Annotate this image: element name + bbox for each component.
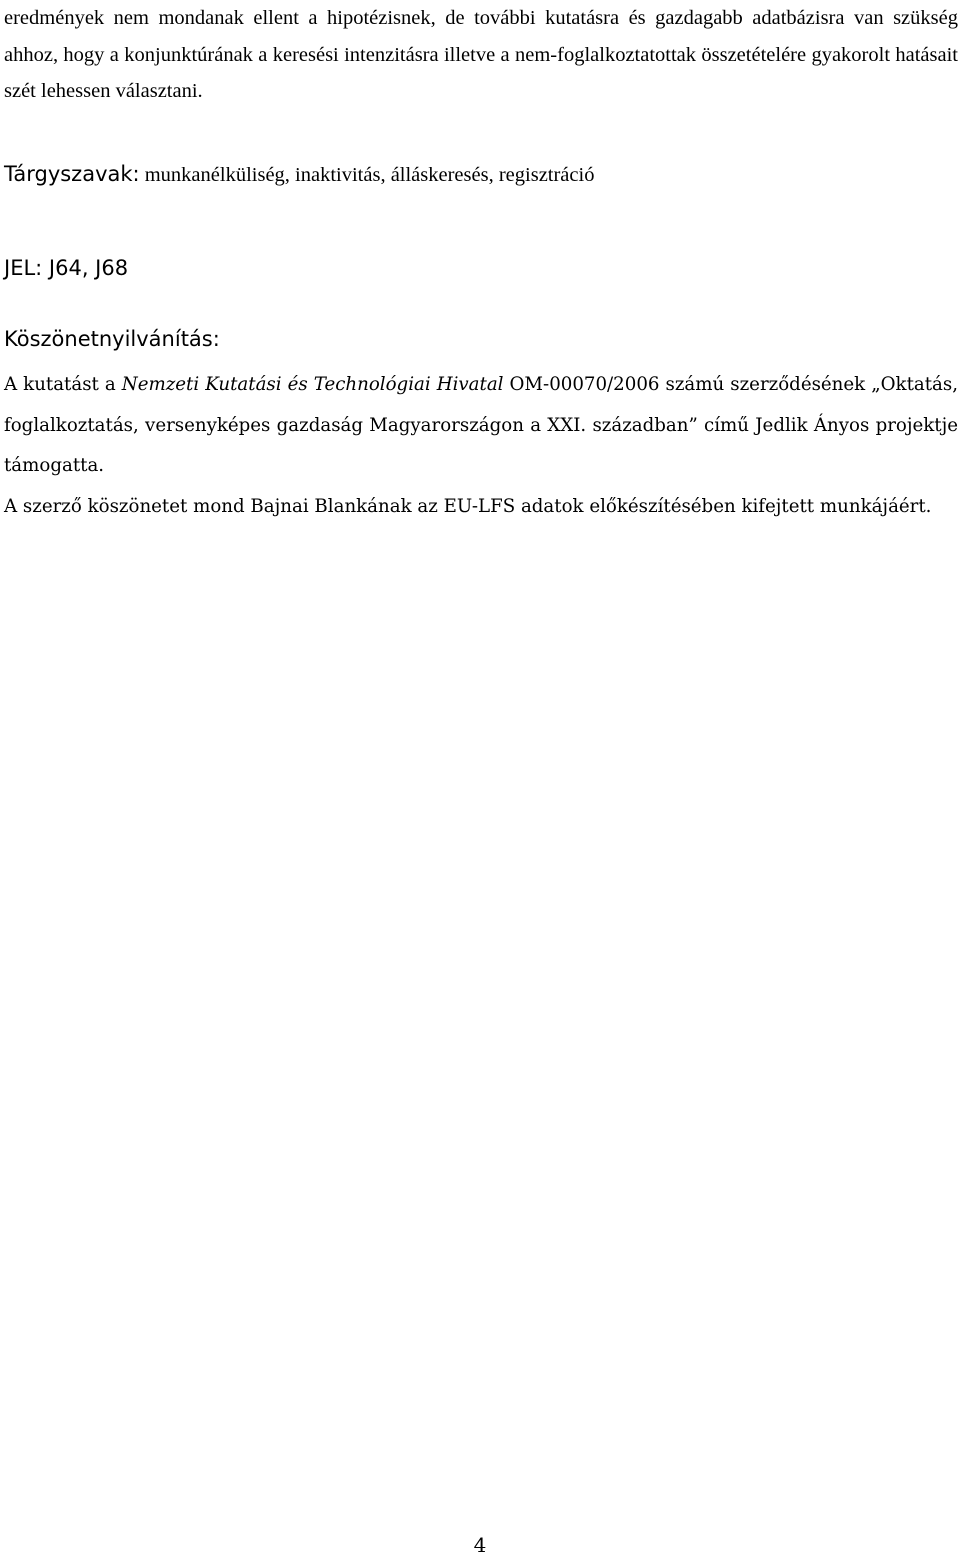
keywords-value: munkanélküliség, inaktivitás, álláskeresés, regisztráció [144,164,595,186]
keywords-line [4,156,958,193]
page-number: 4 [473,1533,487,1557]
acknowledgement-paragraph-funding [4,365,958,487]
acknowledgement-paragraph-thanks: A szerző köszönetet mond Bajnai Blankának az EU-LFS adatok előkészítésében kifejtett munkájáért. [4,495,932,517]
acknowledgement-heading: Köszönetnyilvánítás: [4,327,220,351]
jel-codes: JEL: J64, J68 [4,256,129,280]
funding-agency-name: Nemzeti Kutatási és Technológiai Hivatal [121,374,504,395]
funding-text-end: OM-00070/2006 számú szerződésének „Oktatás, foglalkoztatás, versenyképes gazdaság Magyarországon a XXI. században” című Jedlik Ányos projektje támogatta. [4,374,958,476]
keywords-label: Tárgyszavak: [4,162,140,186]
abstract-closing-paragraph: eredmények nem mondanak ellent a hipotézisnek, de további kutatásra és gazdagabb adatbázisra van szükség ahhoz, hogy a konjunktúrának a keresési intenzitásra illetve a nem-foglalkoztatottak összetételére gyakorolt hatásait szét lehessen választani. [4,7,958,102]
acknowledgement-body [4,365,958,527]
funding-text-start: A kutatást a [4,374,122,395]
